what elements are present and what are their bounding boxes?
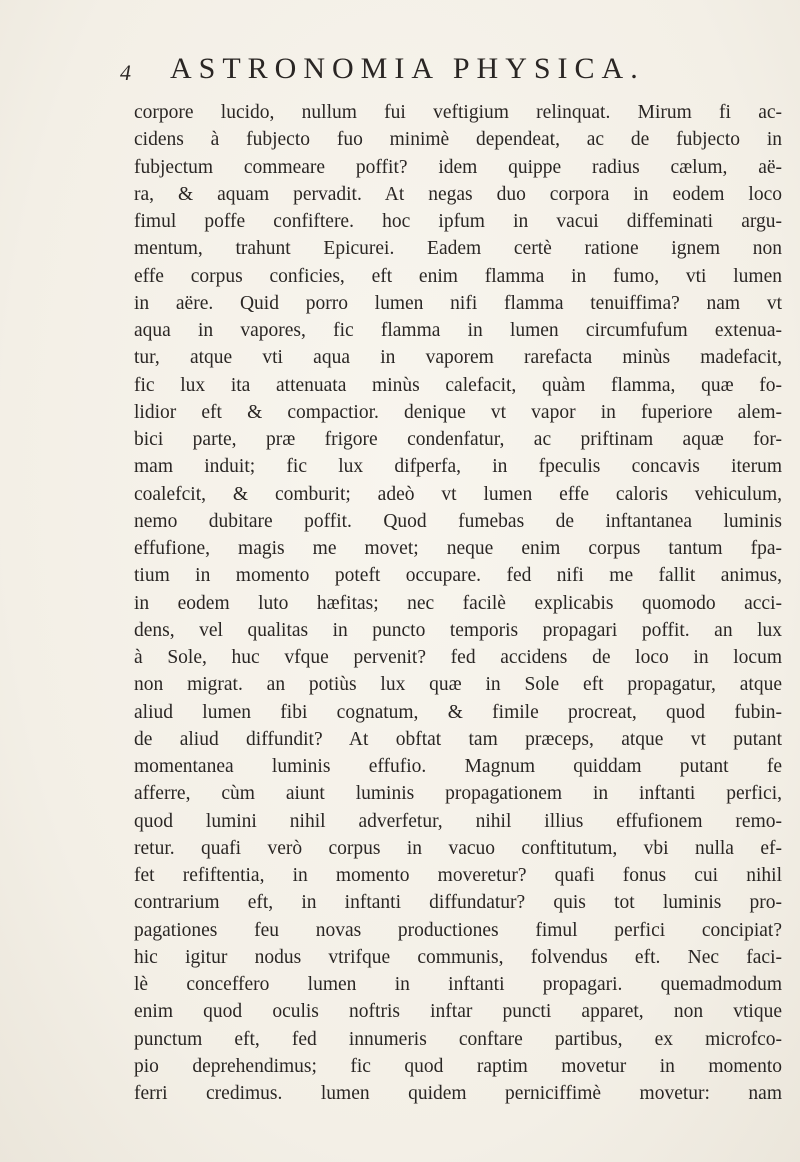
- text-line: afferre, cùm aiunt luminis propagationem in inftanti perfici,: [134, 783, 782, 805]
- text-line: non migrat. an potiùs lux quæ in Sole eft propagatur, atque: [134, 674, 782, 696]
- text-line: effufione, magis me movet; neque enim corpus tantum fpa-: [134, 538, 782, 559]
- text-line: tium in momento poteft occupare. fed nifi me fallit animus,: [134, 565, 782, 587]
- text-line: fubjectum commeare poffit? idem quippe radius cælum, aë-: [134, 156, 782, 178]
- text-line: effe corpus conficies, eft enim flamma in fumo, vti lumen: [134, 265, 782, 287]
- text-line: dens, vel qualitas in puncto temporis propagari poffit. an lux: [134, 619, 782, 641]
- page-number: 4: [120, 60, 131, 85]
- text-line: de aliud diffundit? At obftat tam præceps, atque vt putant: [134, 728, 782, 750]
- text-line: corpore lucido, nullum fui veftigium relinquat. Mirum fi ac-: [134, 102, 782, 123]
- text-line: momentanea luminis effufio. Magnum quiddam putant fe: [134, 756, 782, 777]
- text-line: punctum eft, fed innumeris conftare partibus, ex microfco-: [134, 1028, 782, 1050]
- text-line: nemo dubitare poffit. Quod fumebas de inftantanea luminis: [134, 510, 782, 532]
- text-line: ferri credimus. lumen quidem perniciffimè movetur: nam: [134, 1083, 782, 1104]
- text-line: pagationes feu novas productiones fimul perfici concipiat?: [134, 919, 782, 941]
- text-line: lè conceffero lumen in inftanti propagari. quemadmodum: [134, 974, 782, 995]
- text-line: mentum, trahunt Epicurei. Eadem certè ratione ignem non: [134, 238, 782, 260]
- text-line: bici parte, præ frigore condenfatur, ac priftinam aquæ for-: [134, 429, 782, 450]
- body-text: [134, 99, 782, 1107]
- text-line: à Sole, huc vfque pervenit? fed accidens de loco in locum: [134, 647, 782, 668]
- text-line: in eodem luto hæfitas; nec facilè explicabis quomodo acci-: [134, 592, 782, 614]
- text-line: retur. quafi verò corpus in vacuo conftitutum, vbi nulla ef-: [134, 837, 782, 859]
- text-line: fic lux ita attenuata minùs calefacit, quàm flamma, quæ fo-: [134, 374, 782, 396]
- running-title: ASTRONOMIA PHYSICA.: [170, 52, 645, 85]
- text-line: pio deprehendimus; fic quod raptim movetur in momento: [134, 1055, 782, 1077]
- text-line: cidens à fubjecto fuo minimè dependeat, ac de fubjecto in: [134, 129, 782, 151]
- text-line: fimul poffe confiftere. hoc ipfum in vacui diffeminati argu-: [134, 211, 782, 232]
- text-line: coalefcit, & comburit; adeò vt lumen effe caloris vehiculum,: [134, 483, 782, 505]
- text-line: fet refiftentia, in momento moveretur? quafi fonus cui nihil: [134, 865, 782, 886]
- text-line: quod lumini nihil adverfetur, nihil illius effufionem remo-: [134, 810, 782, 832]
- running-head: [120, 52, 760, 92]
- text-line: mam induit; fic lux difperfa, in fpeculis concavis iterum: [134, 456, 782, 478]
- text-line: hic igitur nodus vtrifque communis, folvendus eft. Nec faci-: [134, 946, 782, 968]
- text-line: lidior eft & compactior. denique vt vapor in fuperiore alem-: [134, 401, 782, 423]
- text-line: ra, & aquam pervadit. At negas duo corpora in eodem loco: [134, 183, 782, 205]
- text-line: aliud lumen fibi cognatum, & fimile procreat, quod fubin-: [134, 701, 782, 723]
- text-line: contrarium eft, in inftanti diffundatur? quis tot luminis pro-: [134, 892, 782, 914]
- text-line: in aëre. Quid porro lumen nifi flamma tenuiffima? nam vt: [134, 292, 782, 314]
- text-line: enim quod oculis noftris inftar puncti apparet, non vtique: [134, 1001, 782, 1023]
- text-line: aqua in vapores, fic flamma in lumen circumfufum extenua-: [134, 320, 782, 341]
- text-line: tur, atque vti aqua in vaporem rarefacta minùs madefacit,: [134, 347, 782, 369]
